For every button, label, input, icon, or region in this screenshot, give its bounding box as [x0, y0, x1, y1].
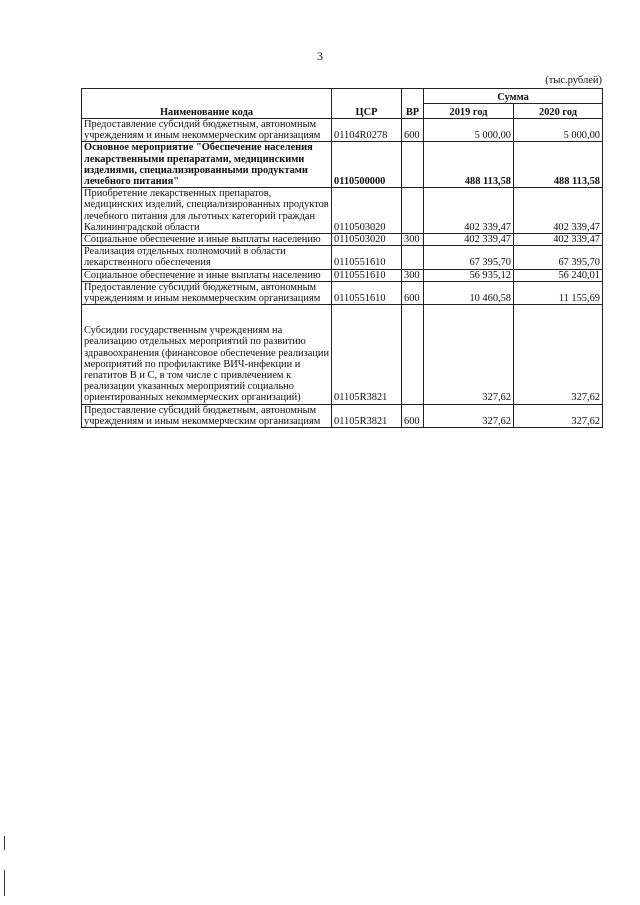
header-csr: ЦСР: [332, 89, 402, 119]
row-name: Приобретение лекарственных препаратов, медицинских изделий, специализированных продуктов лечебного питания для льготных категорий граждан Калининградской области: [82, 188, 332, 234]
header-year-2019: 2019 год: [424, 104, 514, 119]
row-amount-2020: 488 113,58: [514, 142, 603, 188]
row-csr: 0110551610: [332, 269, 402, 281]
row-csr: 01104R0278: [332, 119, 402, 142]
row-amount-2019: 402 339,47: [424, 234, 514, 246]
row-amount-2020: 402 339,47: [514, 234, 603, 246]
row-amount-2020: 402 339,47: [514, 188, 603, 234]
table-row: [82, 119, 603, 142]
budget-table: [81, 88, 603, 428]
row-csr: 0110503020: [332, 234, 402, 246]
row-amount-2019: 327,62: [424, 404, 514, 427]
row-amount-2020: 327,62: [514, 305, 603, 404]
row-name: Социальное обеспечение и иные выплаты населению: [82, 269, 332, 281]
row-vr: 600: [402, 281, 424, 304]
row-name: Социальное обеспечение и иные выплаты населению: [82, 234, 332, 246]
table-row: [82, 404, 603, 427]
row-csr: 0110551610: [332, 281, 402, 304]
row-amount-2020: 5 000,00: [514, 119, 603, 142]
header-vr: ВР: [402, 89, 424, 119]
row-amount-2020: 11 155,69: [514, 281, 603, 304]
row-amount-2019: 10 460,58: [424, 281, 514, 304]
row-vr: 300: [402, 234, 424, 246]
row-name: Предоставление субсидий бюджетным, автономным учреждениям и иным некоммерческим организациям: [82, 281, 332, 304]
row-name: Предоставление субсидий бюджетным, автономным учреждениям и иным некоммерческим организациям: [82, 404, 332, 427]
table-row: [82, 305, 603, 404]
row-vr: [402, 305, 424, 404]
table-row: [82, 234, 603, 246]
table-row: [82, 281, 603, 304]
row-name: Субсидии государственным учреждениям на реализацию отдельных мероприятий по развитию здравоохранения (финансовое обеспечение реализации мероприятий по профилактике ВИЧ-инфекции и гепатитов B и C, в том числе с привлечением к реализации указанных мероприятий социально ориентированных некоммерческих организаций): [82, 305, 332, 404]
row-vr: [402, 246, 424, 269]
row-csr: 01105R3821: [332, 404, 402, 427]
row-vr: [402, 142, 424, 188]
header-row-top: [82, 89, 603, 104]
row-amount-2020: 56 240,01: [514, 269, 603, 281]
scan-edge-mark: [4, 836, 5, 850]
row-csr: 0110500000: [332, 142, 402, 188]
page-number: 3: [317, 49, 323, 63]
header-year-2020: 2020 год: [514, 104, 603, 119]
row-name: Предоставление субсидий бюджетным, автономным учреждениям и иным некоммерческим организациям: [82, 119, 332, 142]
row-amount-2019: 5 000,00: [424, 119, 514, 142]
scan-edge-mark: [4, 870, 5, 896]
row-csr: 0110503020: [332, 188, 402, 234]
row-vr: 300: [402, 269, 424, 281]
row-amount-2019: 402 339,47: [424, 188, 514, 234]
row-vr: 600: [402, 119, 424, 142]
row-amount-2019: 488 113,58: [424, 142, 514, 188]
table-row: [82, 188, 603, 234]
header-name: Наименование кода: [82, 89, 332, 119]
table-row: [82, 142, 603, 188]
row-vr: 600: [402, 404, 424, 427]
row-amount-2020: 327,62: [514, 404, 603, 427]
table-row: [82, 246, 603, 269]
row-amount-2020: 67 395,70: [514, 246, 603, 269]
row-csr: 0110551610: [332, 246, 402, 269]
row-amount-2019: 327,62: [424, 305, 514, 404]
units-label: (тыс.рублей): [545, 75, 602, 86]
header-sum: Сумма: [424, 89, 603, 104]
row-csr: 01105R3821: [332, 305, 402, 404]
row-amount-2019: 67 395,70: [424, 246, 514, 269]
row-name: Реализация отдельных полномочий в области лекарственного обеспечения: [82, 246, 332, 269]
row-vr: [402, 188, 424, 234]
row-amount-2019: 56 935,12: [424, 269, 514, 281]
row-name: Основное мероприятие "Обеспечение населения лекарственными препаратами, медицинскими изделиями, специализированными продуктами лечебного питания": [82, 142, 332, 188]
table-row: [82, 269, 603, 281]
